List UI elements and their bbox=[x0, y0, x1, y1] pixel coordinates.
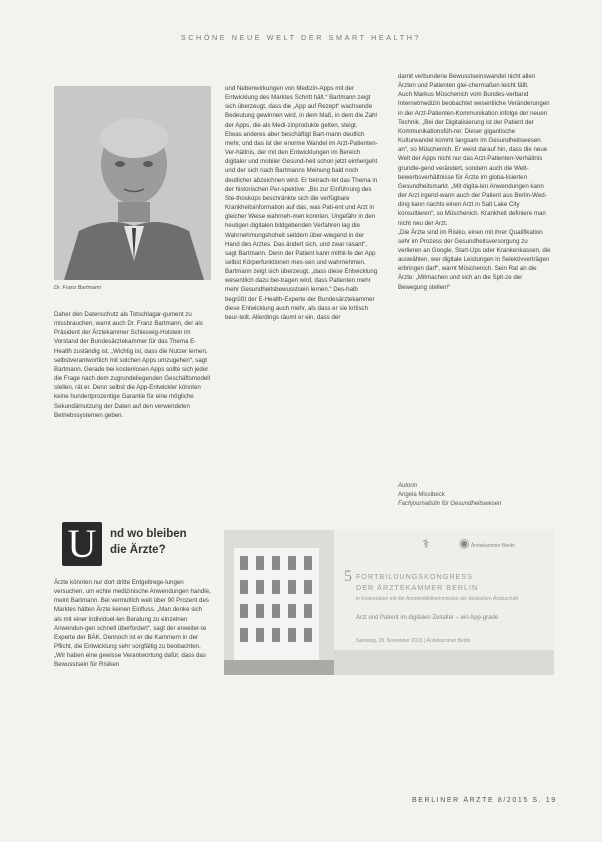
author-signature bbox=[398, 482, 552, 509]
paragraph: Daher den Datenschutz als Totschlagar-gument zu missbrauchen, warnt auch Dr. Franz Bartmann, der als Präsident der Ärztekammer Schleswig-Holstein im Vorstand der Bundesärztekammer für das Thema E-Health zuständig ist. „Wichtig ist, dass die Nutzer lernen, selbstverantwortlich mit solchen Apps umzugehen“, sagt Bartmann. Gerade bei kostenlosen Apps sollte sich jeder die Frage nach dem zugrundeliegenden Geschäftsmodell stellen, rät er. Denn selbst die App-Entwickler könnten keine hundertprozentige Garantie für eine mögliche Sekundärnutzung der Daten auf den verwendeten Betriebssystemen geben. bbox=[54, 311, 211, 419]
section-heading bbox=[54, 518, 211, 570]
paragraph: und Nebenwirkungen von Medizin-Apps mit der Entwicklung des Marktes Schritt hält.“ Bartmann zeigt sich überzeugt, dass die „App auf Rezept“ wachsende Bedeutung gewinnen wird, in dem Maß, in dem die Zahl der Apps, die als Medi-zinprodukte gelten, steigt. bbox=[225, 85, 377, 129]
section-heading-text bbox=[110, 526, 187, 558]
ad-theme: Arzt und Patient im digitalen Zeitalter – ein App-grade bbox=[356, 615, 499, 621]
author-role: Fachjournalistin für Gesundheitswesen bbox=[398, 501, 502, 507]
paragraph: Auch Markus Müschenich vom Bundes-verband Internetmedizin beobachtet wesentliche Veränderungen in der Arzt-Patienten-Kommunikation infolge der neuen Technik. „Bei der Digitalisierung ist der Patient der Kommunikationsfüh-rer. Dieser gigantische Kulturwandel kommt langsam im Gesundheitswesen an“, so Müschenich. Er weist darauf hin, dass die neue Welt der Apps nicht nur das Arzt-Patienten-Verhältnis grundle-gend verändert, sondern auch die Wett-bewerbsverhältnisse für Ärzte im globa-lisierten Gesundheitsmarkt. „Mit digita-len Anwendungen kann der Arzt irgend-wann auch der Patient aus Berlin-Wed-ding kann nachts einen Arzt in Salt Lake City konsultieren“, so Müschenich. Krankheit definiere man nicht neu der Arzt. bbox=[398, 91, 550, 227]
page-footer: BERLINER ÄRZTE 8/2015 S. 19 bbox=[412, 797, 557, 804]
author-label: Autorin bbox=[398, 483, 418, 489]
portrait-photo bbox=[54, 86, 211, 280]
column-2-text bbox=[225, 84, 379, 322]
building-image bbox=[224, 530, 334, 675]
ad-date: Samstag, 28. November 2015 | Ärztekammer Berlin bbox=[356, 638, 471, 644]
heading-line-2: die Ärzte? bbox=[110, 544, 166, 556]
paragraph: Bartmann zeigt sich überzeugt, „dass diese Entwicklung wesentlich dazu bei-tragen wird, dass Patienten mehr mehr Gesundheitsbewusstsein lernen.“ Des-halb begrüßt der E-Health-Experte der Bundesärztekammer diese Entwicklung auch mehr, als dass er sie kritisch beur-teilt. Allerdings räumt er ein, dass der bbox=[225, 268, 378, 321]
ad-title-line-2: DER ÄRZTEKAMMER BERLIN bbox=[356, 583, 479, 592]
logo-text: Ärztekammer Berlin bbox=[470, 543, 515, 549]
skyline-image bbox=[334, 650, 554, 675]
advertisement[interactable] bbox=[224, 530, 554, 675]
paragraph: „Die Ärzte sind im Risiko, einen mit ihrer Qualifikation sehr im Prozess der Gesundheitsversorgung zu verlieren an Google, Start-Ups oder Krankenkassen, die auswählen, wer digitale Leistungen in Selektivverträgen erbringen darf“, warnt Müschenich. Sein Rat an die Ärzte: „Mitmachen und sich an die Spit-ze der Bewegung stellen!“ bbox=[398, 228, 551, 291]
logo-icon: ◉ bbox=[459, 536, 470, 550]
crest-icon: ⚕ bbox=[422, 536, 430, 551]
ad-number: 5 bbox=[344, 568, 352, 585]
portrait-illustration bbox=[54, 86, 211, 280]
column-1-lower-text bbox=[54, 578, 211, 670]
paragraph: Etwas anderes aber beschäftigt Bart-mann deutlich mehr, und das ist der enorme Wandel im Arzt-Patienten-Ver-hältnis, der mit den Entwicklungen im Bereich digitaler und mobiler Gesund-heit schon jetzt einhergeht und der sich nach Bartmanns Meinung bald noch deutlicher abzeichnen wird. Er betrach-tet das Thema in der historischen Per-spektive: „Bis zur Einführung des Ste-thoskops beschränkte sich die verfügbare Krankheitsinformation auf das, was Pati-ent und Arzt in gleicher Weise wahrneh-men konnten. Ungefähr in den heutigen digitalen bildgebenden Verfahren lag die Wahrnehmungshoheit seitdem über-wiegend in der Hand des Arztes. Das ändert sich, und zwar rasant“, sagt Bartmann. Denn der Patient kann mithil-fe der App selbst Körperfunktionen mes-sen und wahrnehmen. bbox=[225, 130, 378, 266]
ad-subtitle: in Kooperation mit der Arzneimittelkommission der deutschen Ärzteschaft bbox=[356, 596, 519, 602]
column-3-text bbox=[398, 72, 552, 292]
paragraph: damit verbundene Bewusstseinswandel nicht allen Ärzten und Patienten glei-chermaßen leicht fällt. bbox=[398, 73, 536, 90]
ad-title-line-1: FORTBILDUNGSKONGRESS bbox=[356, 572, 473, 581]
chamber-logo bbox=[459, 536, 519, 558]
paragraph: Ärzte könnten nur dort dritte Entgeltrege-lungen versuchen, um echte medizinische Anwendungen handle, meint Bartmann. Bei vermutlich weit über 90 Prozent des Marktes hätten Ärzte keinen Einfluss. „Man denke sich als mit einer individuel-len Beratung zu einzelnen Anwendun-gen schnell überfordert“, sagt der erweiter-te Experte der BÄK. Dennoch ist er die Kammern in der Pflicht, die Entwicklung sehr sorgfältig zu beobachten. „Wir haben eine gewisse Verantwortung dafür, dass das Bewusstsein für Risiken bbox=[54, 579, 211, 669]
drop-cap: U bbox=[62, 522, 102, 566]
photo-caption: Dr. Franz Bartmann bbox=[54, 285, 102, 291]
author-name: Angela Misslbeck bbox=[398, 492, 445, 498]
heading-line-1: nd wo bleiben bbox=[110, 528, 187, 540]
page-header: SCHÖNE NEUE WELT DER SMART HEALTH? bbox=[180, 33, 422, 42]
column-1-text bbox=[54, 310, 211, 420]
